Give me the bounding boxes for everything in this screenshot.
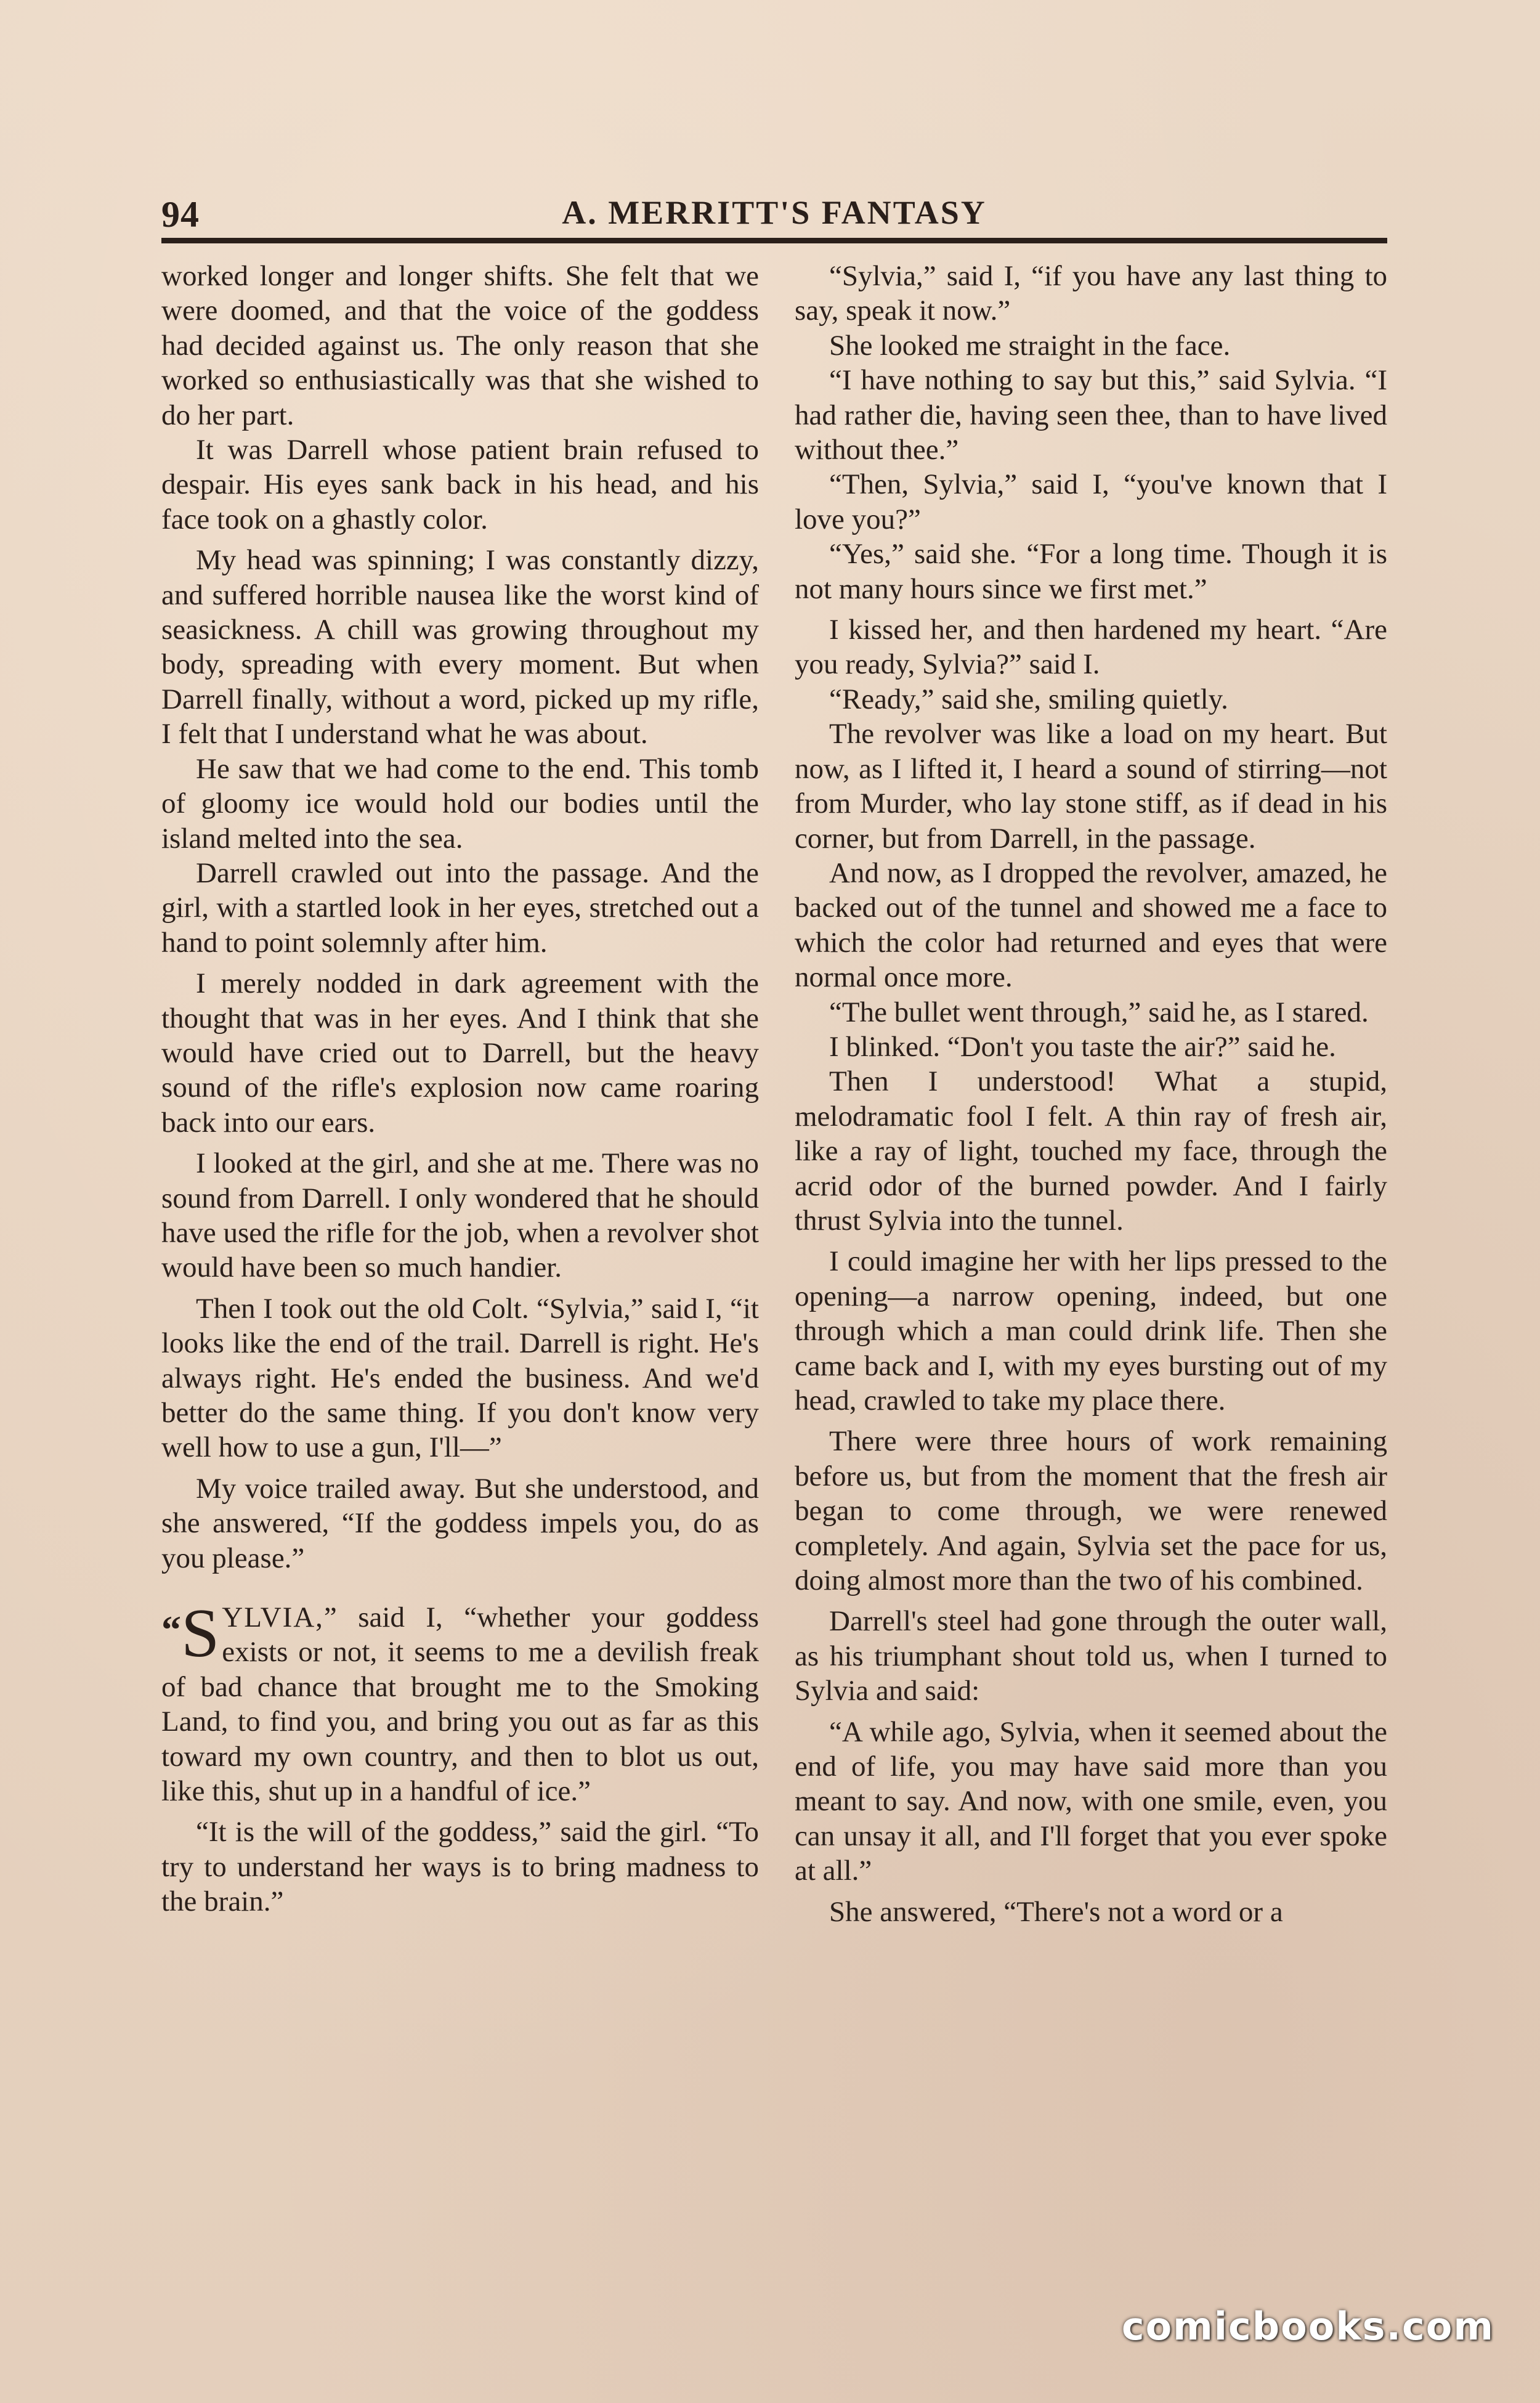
open-quote: “ — [161, 1608, 181, 1652]
paragraph: It was Darrell whose patient brain refused to despair. His eyes sank back in his head, and his face took on a ghastly color. — [161, 434, 759, 535]
paragraph: I looked at the girl, and she at me. There was no sound from Darrell. I only wondered that he should have used the rifle for the job, when a revolver shot would have been so much handier. — [161, 1147, 759, 1284]
paragraph: “Sylvia,” said I, “if you have any last thing to say, speak it now.” — [795, 260, 1387, 327]
paragraph: worked longer and longer shifts. She felt that we were doomed, and that the voice of the goddess had decided against us. The only reason that she worked so enthusiastically was that she wished to do her part. — [161, 260, 759, 431]
paragraph: My head was spinning; I was constantly dizzy, and suffered horrible nausea like the worst kind of seasickness. A chill was growing throughout my body, spreading with every moment. But when Darrell finally, without a word, picked up my rifle, I felt that I understand what he was about. — [161, 544, 759, 750]
paragraph: Darrell crawled out into the passage. And the girl, with a startled look in her eyes, stretched out a hand to point solemnly after him. — [161, 856, 759, 959]
left-column — [161, 259, 759, 1919]
paragraph: Darrell's steel had gone through the outer wall, as his triumphant shout told us, when I turned to Sylvia and said: — [795, 1605, 1387, 1707]
right-column — [795, 259, 1387, 1929]
paragraph: “Ready,” said she, smiling quietly. — [829, 683, 1228, 715]
section-opening-paragraph — [161, 1595, 759, 1808]
paragraph: I blinked. “Don't you taste the air?” said he. — [829, 1030, 1336, 1063]
paragraph: She looked me straight in the face. — [829, 329, 1231, 362]
paragraph: And now, as I dropped the revolver, amazed, he backed out of the tunnel and showed me a face to which the color had returned and eyes that were normal once more. — [795, 856, 1387, 994]
paragraph: I could imagine her with her lips pressed to the opening—a narrow opening, indeed, but one through which a man could drink life. Then she came back and I, with my eyes bursting out of my head, crawled to take my place there. — [795, 1245, 1387, 1417]
paragraph: “It is the will of the goddess,” said the girl. “To try to understand her ways is to bring madness to the brain.” — [161, 1816, 759, 1918]
page-number: 94 — [161, 194, 200, 235]
paragraph: The revolver was like a load on my heart. But now, as I lifted it, I heard a sound of stirring—not from Murder, who lay stone stiff, as if dead in his corner, but from Darrell, in the passage. — [795, 718, 1387, 855]
header-rule — [161, 238, 1387, 243]
paragraph: “The bullet went through,” said he, as I stared. — [829, 996, 1369, 1028]
paragraph: He saw that we had come to the end. This tomb of gloomy ice would hold our bodies until the island melted into the sea. — [161, 752, 759, 855]
paragraph: “Then, Sylvia,” said I, “you've known that I love you?” — [795, 468, 1387, 535]
paragraph: “A while ago, Sylvia, when it seemed about the end of life, you may have said more than you meant to say. And now, with one smile, even, you can unsay it all, and I'll forget that you ever spoke at all.” — [795, 1715, 1387, 1887]
paragraph: “I have nothing to say but this,” said Sylvia. “I had rather die, having seen thee, than to have lived without thee.” — [795, 364, 1387, 466]
small-caps-lead: YLVIA, — [222, 1601, 324, 1634]
paragraph: She answered, “There's not a word or a — [829, 1895, 1283, 1928]
running-title: A. MERRITT'S FANTASY — [562, 194, 987, 231]
section-text: ” said I, “whether your goddess exists or not, it seems to me a devilish freak of bad chance that brought me to the Smoking Land, to find you, and bring you out as far as this toward my own country, and then to blot us out, like this, shut up in a handful of ice.” — [161, 1601, 759, 1808]
paragraph: Then I took out the old Colt. “Sylvia,” said I, “it looks like the end of the trail. Darrell is right. He's always right. He's ended the business. And we'd better do the same thing. If you don't know very well how to use a gun, I'll—” — [161, 1292, 759, 1464]
paragraph: I merely nodded in dark agreement with the thought that was in her eyes. And I think that she would have cried out to Darrell, but the heavy sound of the rifle's explosion now came roaring back into our ears. — [161, 967, 759, 1139]
paragraph: I kissed her, and then hardened my heart. “Are you ready, Sylvia?” said I. — [795, 614, 1387, 681]
paragraph: There were three hours of work remaining before us, but from the moment that the fresh air began to come through, we were renewed completely. And again, Sylvia set the pace for us, doing almost more than the two of his combined. — [795, 1425, 1387, 1597]
paragraph: “Yes,” said she. “For a long time. Though it is not many hours since we first met.” — [795, 538, 1387, 605]
paragraph: Then I understood! What a stupid, melodramatic fool I felt. A thin ray of fresh air, like a ray of light, touched my face, through the acrid odor of the burned powder. And I fairly thrust Sylvia into the tunnel. — [795, 1065, 1387, 1237]
page-header — [161, 191, 1387, 240]
paragraph: My voice trailed away. But she understood, and she answered, “If the goddess impels you, do as you please.” — [161, 1472, 759, 1574]
drop-cap: S — [181, 1595, 220, 1672]
site-watermark: comicbooks.com — [1121, 2304, 1494, 2349]
